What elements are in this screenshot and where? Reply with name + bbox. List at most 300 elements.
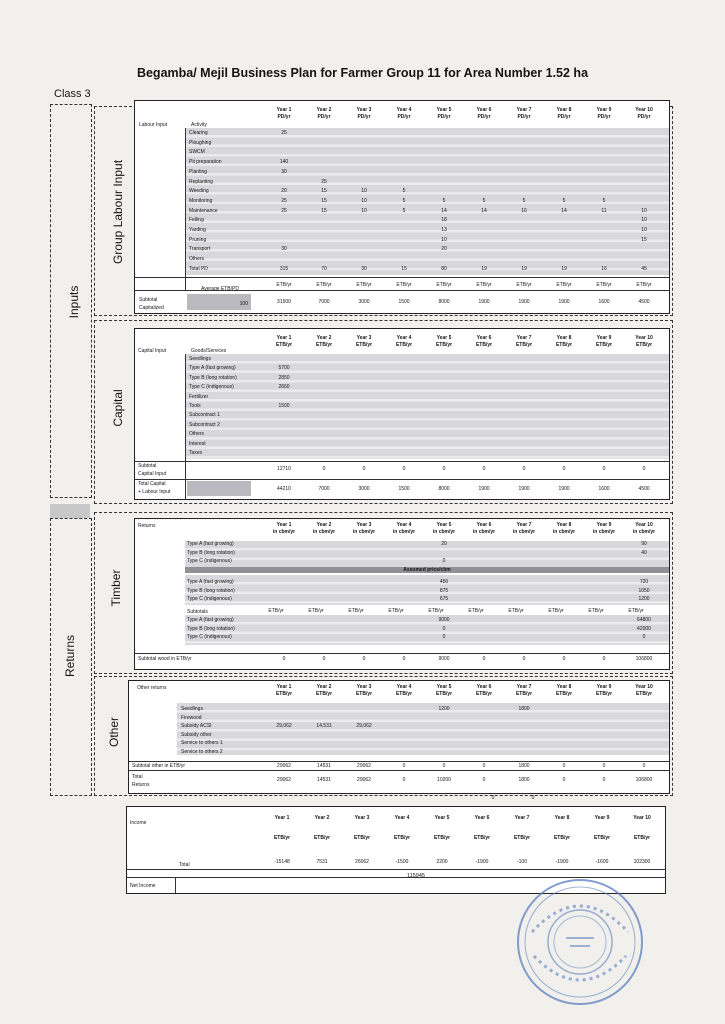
unit-header: in cbm/yr [392,529,416,535]
year-header: Year 2 [316,684,332,690]
subtotal-value: 0 [642,763,646,769]
total-value: 4500 [638,486,650,492]
net-income-value: 115945 [407,873,425,879]
subtotal-value: 0 [642,466,646,472]
income-total-value: 2200 [436,859,448,865]
cell-value: 5700 [278,365,290,372]
cell-value: 30 [361,265,367,272]
cell-value: 64800 [637,617,651,623]
year-header: Year 2 [316,107,332,113]
cell-value: 9000 [438,617,450,623]
unit-header: in cbm/yr [472,529,496,535]
other-return-label: Subsidy ACSI [181,723,212,730]
unit-header: ETB/yr [513,835,531,841]
unit-header: ETB/yr [556,282,572,288]
unit-header: ETB/yr [595,691,613,697]
cell-value: 5 [402,197,406,204]
unit-header: ETB/yr [515,691,533,697]
total-value: 1600 [598,486,610,492]
year-header: Year 4 [396,107,412,113]
year-header: Year 1 [276,684,292,690]
net-income-label: Net Income [130,883,156,889]
other-return-label: Service to others 1 [181,740,223,747]
unit-header: ETB/yr [316,282,332,288]
year-header: Year 10 [635,107,653,113]
timber-type-label: Type A (fast growing) [187,541,234,547]
unit-header: in cbm/yr [352,529,376,535]
year-header: Year 5 [436,335,452,341]
cell-value: 315 [279,265,289,272]
cell-value: 875 [439,587,449,594]
subtotal-value: 0 [522,656,526,662]
year-header: Year 9 [596,684,612,690]
other-return-label: Firewood [181,714,202,721]
year-header: Year 1 [276,107,292,113]
year-header: Year 2 [316,335,332,341]
year-header: Year 3 [356,684,372,690]
goods-label: Type A (fast growing) [189,365,236,372]
avg-label: Average ETB/PD [201,286,239,292]
year-header: Year 6 [474,815,490,821]
goods-label: Type C (indigenous) [189,384,234,391]
timber-type-label: Type A (fast growing) [187,579,234,585]
unit-header: ETB/yr [508,608,524,614]
unit-header: ETB/yr [315,342,333,348]
year-header: Year 5 [436,522,452,528]
unit-header: ETB/yr [436,282,452,288]
year-header: Year 9 [596,335,612,341]
unit-header: ETB/yr [475,342,493,348]
cell-value: 10 [441,236,447,243]
total-value: 1900 [478,486,490,492]
subtotal-value: 9000 [438,656,450,662]
other-corner-label: Other returns [137,685,167,691]
subtotal-value: 0 [322,656,326,662]
unit-header: PD/yr [277,114,291,120]
year-header: Year 9 [596,107,612,113]
goods-label: Others [189,431,205,438]
year-header: Year 7 [514,815,530,821]
activity-label: Weeding [189,188,209,195]
unit-header: ETB/yr [273,835,291,841]
cell-value: 10 [361,207,367,214]
unit-header: PD/yr [517,114,531,120]
cell-value: 10 [361,188,367,195]
total-value: 0 [562,777,566,783]
cell-value: 25 [281,207,287,214]
year-header: Year 4 [394,815,410,821]
total-value: 0 [482,777,486,783]
activity-label: Total PD [189,265,208,272]
cell-value: 2850 [278,374,290,381]
cell-value: 5 [442,197,446,204]
year-header: Year 10 [635,335,653,341]
cell-value: 1050 [638,587,650,594]
unit-header: ETB/yr [553,835,571,841]
capital-corner-label: Capital Input [138,348,167,354]
cell-value: 20 [441,541,447,547]
cell-value: 10 [641,207,647,214]
year-header: Year 1 [276,522,292,528]
subtotal-value: 106800 [635,656,653,662]
subtotal-value: 0 [482,466,486,472]
cell-value: 1800 [518,706,530,712]
unit-header: ETB/yr [588,608,604,614]
unit-header: ETB/yr [468,608,484,614]
cell-value: 20 [281,188,287,195]
year-header: Year 1 [274,815,290,821]
timber-type-label: Type B (long rotation) [187,625,235,632]
cell-value: 11 [601,207,607,214]
unit-header: ETB/yr [596,282,612,288]
total-value: 44210 [277,486,291,492]
cell-value: 40 [641,549,647,556]
unit-header: ETB/yr [353,835,371,841]
cell-value: 45 [641,265,647,272]
subtotal-value: 0 [482,656,486,662]
cell-value: 70 [321,265,327,272]
subtotal-value: 0 [602,763,606,769]
cell-value: 42000 [637,625,651,632]
cell-value: 14 [441,207,447,214]
subtotal-value: 3000 [358,299,370,305]
unit-header: ETB/yr [356,282,372,288]
timber-type-label: Type C (indigenous) [187,596,232,602]
income-total-value: 102300 [633,859,651,865]
activity-label: Yarding [189,227,206,233]
cell-value: 675 [439,596,449,602]
unit-header: ETB/yr [393,835,411,841]
returns-corner-label: Returns [138,523,156,529]
subtotal-value: 12710 [277,466,291,472]
unit-header: in cbm/yr [552,529,576,535]
timber-type-label: Type B (long rotation) [187,587,235,594]
unit-header: ETB/yr [628,608,644,614]
subtotal-value: 0 [402,763,406,769]
year-header: Year 4 [396,684,412,690]
cell-value: 15 [321,197,327,204]
year-header: Year 8 [556,335,572,341]
unit-header: ETB/yr [473,835,491,841]
goods-label: Seedlings [189,356,211,362]
year-header: Year 3 [356,107,372,113]
subtotal-value: 0 [482,763,486,769]
year-header: Year 8 [556,107,572,113]
other-returns-table [128,680,670,794]
activity-header: Activity [191,122,207,128]
labour-corner-label: Labour Input [139,122,168,128]
year-header: Year 7 [516,522,532,528]
capital-subtotal-label: Subtotal [138,463,157,469]
unit-header: ETB/yr [636,282,652,288]
activity-label: Planting [189,168,208,175]
subtotal-value: 1800 [518,763,530,769]
subtotal-value: 14531 [317,763,331,769]
unit-header: in cbm/yr [432,529,456,535]
activity-label: Replanting [189,178,213,185]
cell-value: 80 [441,265,447,272]
labour-subtotal-label: Subtotal [139,297,158,303]
cell-value: 18 [441,217,447,224]
cell-value: 90 [641,541,647,547]
year-header: Year 3 [356,522,372,528]
cell-value: 5 [402,188,406,195]
income-total-value: -1900 [555,859,569,865]
year-header: Year 4 [396,335,412,341]
activity-label: Monitoring [189,197,213,204]
unit-header: ETB/yr [315,691,333,697]
year-header: Year 2 [314,815,330,821]
activity-label: Others [189,256,205,263]
subtotal-value: 0 [522,466,526,472]
subtotal-value: 29062 [357,763,371,769]
cell-value: 16 [521,207,527,214]
cell-value: 30 [281,246,287,253]
activity-label: SWCM [189,149,205,156]
cell-value: 14 [561,207,567,214]
cell-value: 0 [491,795,495,801]
unit-header: ETB/yr [593,835,611,841]
subtotals-label: Subtotals [187,609,208,615]
year-header: Year 7 [516,335,532,341]
capital-table [134,328,670,500]
cell-value: 15 [641,236,647,243]
cell-value: 25 [281,130,287,136]
year-header: Year 1 [276,335,292,341]
unit-header: ETB/yr [548,608,564,614]
subtotal-value: 0 [602,466,606,472]
year-header: Year 3 [356,335,372,341]
income-total-value: -1500 [395,859,409,865]
subtotal-value: 7000 [318,299,330,305]
year-header: Year 7 [516,107,532,113]
income-total-value: -15148 [274,859,290,865]
total-value: 29062 [277,777,291,783]
capital-subtotal-label-2: Capital Input [138,471,167,477]
income-total-label: Total [179,862,190,868]
price-band: Assumed price/cbm [185,567,669,573]
year-header: Year 6 [476,335,492,341]
class-label: Class 3 [54,88,91,100]
cell-value: 5 [522,197,526,204]
subtotal-value: 0 [562,466,566,472]
unit-header: ETB/yr [516,282,532,288]
unit-header: ETB/yr [355,342,373,348]
income-total-value: -1900 [475,859,489,865]
year-header: Year 3 [354,815,370,821]
other-side-label: Other [107,716,121,748]
year-header: Year 5 [436,107,452,113]
unit-header: ETB/yr [355,691,373,697]
total-value: 1900 [558,486,570,492]
activity-label: Ploughing [189,139,212,146]
cell-value: 0 [642,634,646,640]
year-header: Year 4 [396,522,412,528]
unit-header: PD/yr [357,114,371,120]
cell-value: 15 [401,265,407,272]
year-header: Year 10 [633,815,651,821]
year-header: Year 9 [596,522,612,528]
subtotal-value: 0 [362,656,366,662]
goods-label: Subcontract 2 [189,421,220,428]
cell-value: 15 [321,207,327,214]
subtotal-value: 0 [562,763,566,769]
cell-value: 15 [321,188,327,195]
year-header: Year 2 [316,522,332,528]
unit-header: ETB/yr [275,342,293,348]
income-total-value: 26062 [355,859,369,865]
cell-value: 25 [281,197,287,204]
total-value: 1500 [398,486,410,492]
year-header: Year 8 [554,815,570,821]
unit-header: ETB/yr [515,342,533,348]
unit-header: ETB/yr [388,608,404,614]
activity-label: Felling [189,217,204,224]
income-corner-label: Income [130,820,147,826]
year-header: Year 10 [635,522,653,528]
unit-header: ETB/yr [395,691,413,697]
unit-header: ETB/yr [555,342,573,348]
total-value: 0 [602,777,606,783]
cell-value: 19 [481,265,487,272]
unit-header: ETB/yr [476,282,492,288]
unit-header: ETB/yr [555,691,573,697]
cell-value: 19 [521,265,527,272]
total-value: 8000 [438,486,450,492]
cell-value: 14 [481,207,487,214]
subtotal-value: 0 [402,466,406,472]
total-value: 10200 [437,777,451,783]
income-total-value: 7531 [316,859,328,865]
other-return-label: Seedlings [181,706,203,712]
unit-header: PD/yr [477,114,491,120]
other-subtotal-label: Subtotal other in ETB/yr [132,763,186,769]
goods-label: Subcontract 1 [189,412,220,419]
returns-side-label: Returns [63,634,77,678]
total-value: 7000 [318,486,330,492]
year-header: Year 6 [476,684,492,690]
total-value: 3000 [358,486,370,492]
total-value: 14531 [317,777,331,783]
subtotal-value: 0 [402,656,406,662]
other-return-label: Service to others 2 [181,749,223,755]
year-header: Year 9 [594,815,610,821]
unit-header: ETB/yr [313,835,331,841]
subtotal-value: 1500 [398,299,410,305]
goods-label: Type B (long rotation) [189,374,237,381]
unit-header: PD/yr [637,114,651,120]
unit-header: ETB/yr [435,691,453,697]
total-returns-label: Total [132,774,143,780]
cell-value: 29,062 [276,723,292,730]
cell-value: 13 [441,227,447,233]
unit-header: ETB/yr [635,691,653,697]
unit-header: in cbm/yr [632,529,656,535]
cell-value: 720 [639,579,649,585]
unit-header: PD/yr [437,114,451,120]
unit-header: ETB/yr [308,608,324,614]
cell-value: 2660 [278,384,290,391]
unit-header: ETB/yr [435,342,453,348]
cell-value: 10 [361,197,367,204]
subtotal-value: 31500 [277,299,291,305]
activity-label: Maintenance [189,207,218,214]
year-header: Year 5 [436,684,452,690]
subtotal-value: 0 [562,656,566,662]
cell-value: 19 [561,265,567,272]
year-header: Year 6 [476,107,492,113]
unit-header: ETB/yr [428,608,444,614]
subtotal-value: 29062 [277,763,291,769]
timber-subtotal-label: Subtotal wood in ETB/yr [138,656,192,662]
avg-value-box: 100 [187,294,251,310]
cell-value: 10 [641,227,647,233]
year-header: Year 7 [516,684,532,690]
cell-value: 0 [442,558,446,564]
total-value: 106800 [635,777,653,783]
goods-label: Fertilizer [189,393,209,400]
subtotal-value: 0 [322,466,326,472]
cell-value: 30 [281,168,287,175]
subtotal-value: 0 [442,466,446,472]
subtotal-value: 0 [282,656,286,662]
unit-header: in cbm/yr [272,529,296,535]
year-header: Year 10 [635,684,653,690]
section-separator [50,504,90,518]
official-stamp-seal [510,872,650,1012]
unit-header: ETB/yr [635,342,653,348]
cell-value: 0 [531,795,535,801]
goods-label: Interest [189,440,206,447]
cell-value: 1500 [278,403,290,409]
cell-value: 5 [402,207,406,214]
cell-value: 14,531 [316,723,332,730]
subtotal-value: 1900 [478,299,490,305]
subtotal-value: 0 [602,656,606,662]
timber-type-label: Type C (indigenous) [187,558,232,564]
unit-header: in cbm/yr [312,529,336,535]
subtotal-value: 4500 [638,299,650,305]
subtotal-value: 0 [362,466,366,472]
cell-value: 0 [442,625,446,632]
total-capital-box [187,481,251,496]
group-labour-side-label: Group Labour Input [111,159,125,265]
year-header: Year 6 [476,522,492,528]
unit-header: ETB/yr [595,342,613,348]
cell-value: 0 [442,634,446,640]
cell-value: 20 [441,246,447,253]
activity-label: Pruning [189,236,207,243]
cell-value: 10 [641,217,647,224]
cell-value: 5 [482,197,486,204]
cell-value: 25 [321,178,327,185]
total-capital-label: Total Capital [138,481,166,487]
total-value: 1900 [518,486,530,492]
unit-header: ETB/yr [276,282,292,288]
other-return-label: Subsidy other [181,731,212,738]
unit-header: ETB/yr [433,835,451,841]
cell-value: 5 [602,197,606,204]
unit-header: PD/yr [317,114,331,120]
activity-label: Pit preparation [189,159,222,166]
labour-table [134,100,670,314]
timber-type-label: Type C (indigenous) [187,634,232,640]
timber-table [134,518,670,670]
goods-label: Tools [189,403,201,409]
page-title: Begamba/ Mejil Business Plan for Farmer Group 11 for Area Number 1.52 ha [136,66,589,80]
labour-capitalized-label: Capitalized [139,305,164,311]
unit-header: ETB/yr [633,835,651,841]
